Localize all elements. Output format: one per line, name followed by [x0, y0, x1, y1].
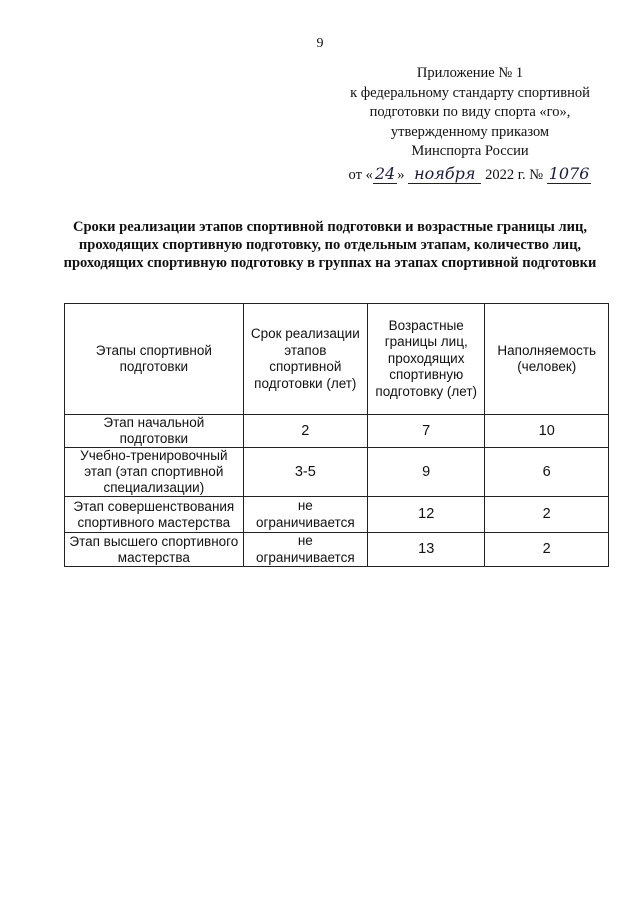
appendix-line-5: Минспорта России — [411, 143, 529, 159]
stage-duration: 2 — [243, 415, 367, 448]
table-row — [65, 448, 609, 497]
stage-duration: не ограничивается — [243, 533, 367, 567]
appendix-line-2: к федеральному стандарту спортивной — [350, 84, 590, 101]
date-mid: » — [397, 166, 405, 183]
stage-age: 12 — [367, 497, 484, 533]
stage-age: 13 — [367, 533, 484, 567]
appendix-line-3: подготовки по виду спорта «го», — [369, 104, 571, 120]
table-header-row — [65, 304, 609, 415]
stages-table — [64, 303, 609, 567]
table-row — [65, 533, 609, 567]
stage-name: Учебно-тренировочный этап (этап спортивной специализации) — [65, 448, 244, 497]
stage-name: Этап совершенствования спортивного мастерства — [65, 497, 244, 533]
table-row — [65, 497, 609, 533]
stage-capacity: 10 — [485, 415, 609, 448]
header-age-limits: Возрастные границы лиц, проходящих спортивную подготовку (лет) — [367, 304, 484, 415]
stage-capacity: 6 — [485, 448, 609, 497]
stage-duration: не ограничивается — [243, 497, 367, 533]
stage-age: 9 — [367, 448, 484, 497]
appendix-block — [340, 64, 600, 185]
document-title: Сроки реализации этапов спортивной подготовки и возрастные границы лиц, проходящих спортивную подготовку, по отдельным этапам, количество лиц, проходящих спортивную подготовку в группах на этапах спортивной подготовки — [63, 219, 597, 271]
order-date-line — [340, 164, 600, 186]
stage-capacity: 2 — [485, 533, 609, 567]
stage-name: Этап высшего спортивного мастерства — [65, 533, 244, 567]
page-number: 9 — [316, 36, 324, 51]
stage-age: 7 — [367, 415, 484, 448]
handwritten-month: ноября — [408, 164, 481, 184]
appendix-line-4: утвержденному приказом — [390, 123, 550, 140]
appendix-line-1: Приложение № 1 — [416, 65, 524, 81]
stage-duration: 3-5 — [243, 448, 367, 497]
stage-name: Этап начальной подготовки — [65, 415, 244, 448]
table-row — [65, 415, 609, 448]
handwritten-day: 24 — [374, 163, 396, 183]
header-stages: Этапы спортивной подготовки — [65, 304, 244, 415]
stage-capacity: 2 — [485, 497, 609, 533]
date-year: 2022 г. № — [485, 166, 544, 183]
date-prefix: от « — [348, 166, 373, 183]
header-capacity: Наполняемость (человек) — [485, 304, 609, 415]
header-duration: Срок реализации этапов спортивной подготовки (лет) — [243, 304, 367, 415]
handwritten-order-number: 1076 — [548, 163, 590, 183]
